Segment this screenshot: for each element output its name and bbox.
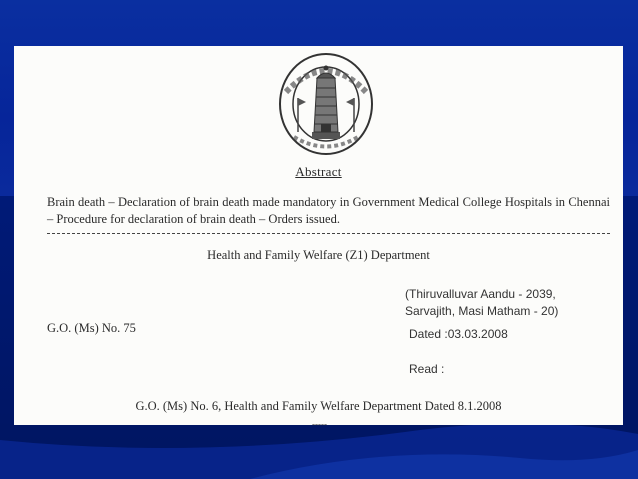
tamil-calendar-date — [405, 286, 615, 320]
reference-underline: ----- — [312, 419, 327, 429]
reference-line: G.O. (Ms) No. 6, Health and Family Welfare Department Dated 8.1.2008 — [135, 399, 502, 413]
subject-paragraph: Brain death – Declaration of brain death made mandatory in Government Medical College Hospitals in Chennai – Procedure for declaration of brain death – Orders issued. — [47, 195, 610, 226]
go-number: G.O. (Ms) No. 75 — [47, 321, 136, 335]
department-line: Health and Family Welfare (Z1) Department — [207, 248, 430, 262]
tamil-calendar-line-1: (Thiruvalluvar Aandu - 2039, — [405, 287, 556, 301]
tamil-calendar-line-2: Sarvajith, Masi Matham - 20) — [405, 304, 559, 318]
abstract-title: Abstract — [295, 164, 342, 179]
separator-line — [47, 233, 610, 234]
government-emblem-icon — [276, 52, 376, 160]
government-order-page — [14, 46, 623, 429]
dated-line: Dated :03.03.2008 — [409, 327, 508, 341]
read-label: Read : — [409, 362, 445, 376]
